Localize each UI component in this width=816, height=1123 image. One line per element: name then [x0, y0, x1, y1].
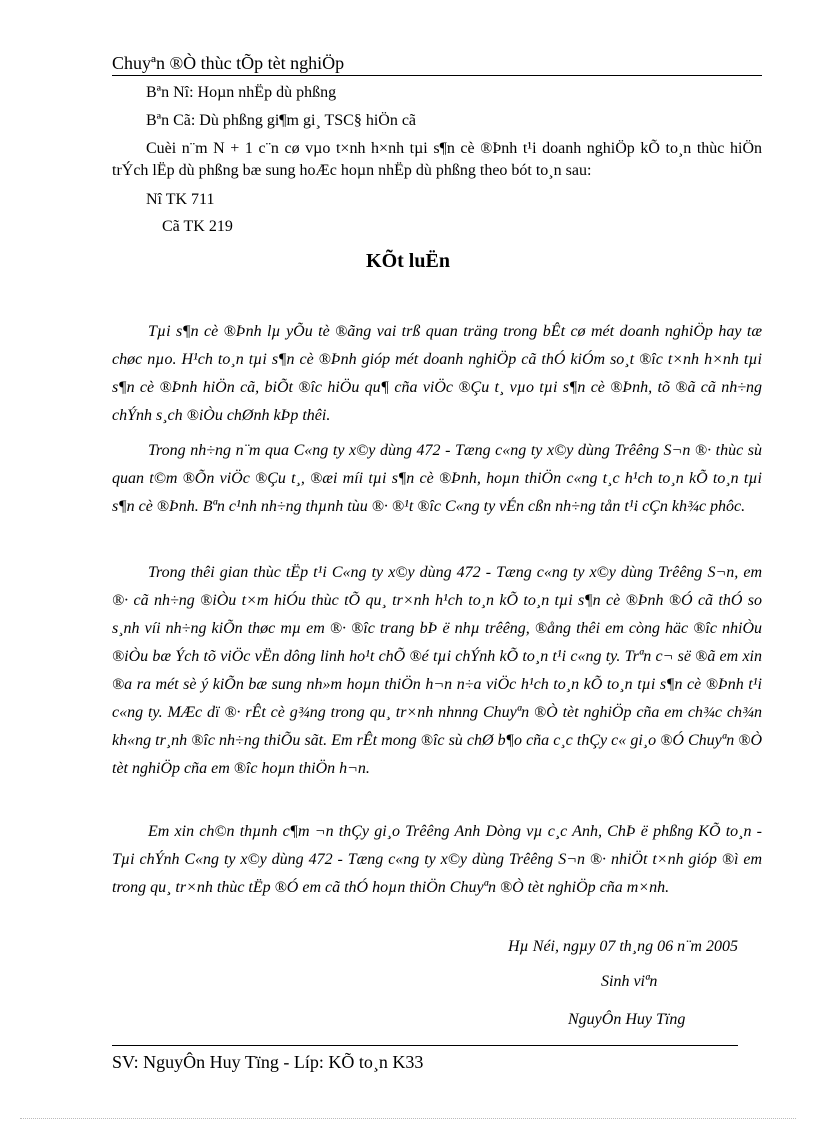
- credit-account: Cã TK 219: [162, 218, 233, 235]
- conclusion-paragraph-1: Tµi s¶n cè ®Þnh lµ yÕu tè ®ãng vai trß quan träng trong bÊt cø mét doanh nghiÖp hay tæ chøc nµo. H¹ch to¸n tµi s¶n cè ®Þnh gióp mét doanh nghiÖp cã thÓ kiÓm so¸t ®îc t×nh h×nh tµi s¶n cè ®Þnh hiÖn cã, biÕt ®îc hiÖu qu¶ cña viÖc ®Çu t¸ vµo tµi s¶n cè ®Þnh, tõ ®ã cã nh÷ng chÝnh s¸ch ®iÒu chØnh kÞp thêi.: [112, 323, 762, 424]
- signature-name: NguyÔn Huy Tïng: [568, 1011, 686, 1028]
- intro-paragraph: Cuèi n¨m N + 1 c¨n cø vµo t×nh h×nh tµi s¶n cè ®Þnh t¹i doanh nghiÖp kÕ to¸n thùc hiÖn trÝch lËp dù phßng bæ sung hoÆc hoµn nhËp dù phßng theo bót to¸n sau:: [112, 140, 762, 179]
- place-date: Hµ Néi, ngµy 07 th¸ng 06 n¨m 2005: [508, 938, 738, 955]
- conclusion-paragraph-2: Trong nh÷ng n¨m qua C«ng ty x©y dùng 472 - Tæng c«ng ty x©y dùng Trêêng S¬n ®· thùc sù quan t©m ®Õn viÖc ®Çu t¸, ®æi míi tµi s¶n cè ®Þnh, hoµn thiÖn c«ng t¸c h¹ch to¸n kÕ to¸n tµi s¶n cè ®Þnh. Bªn c¹nh nh÷ng thµnh tùu ®· ®¹t ®îc C«ng ty vÉn cßn nh÷ng tån t¹i cÇn kh¾c phôc.: [112, 442, 762, 515]
- debit-entry: Bªn Nî: Hoµn nhËp dù phßng: [146, 84, 337, 101]
- conclusion-paragraph-4: Em xin ch©n thµnh c¶m ¬n thÇy gi¸o Trêêng Anh Dòng vµ c¸c Anh, ChÞ ë phßng KÕ to¸n - Tµi chÝnh C«ng ty x©y dùng 472 - Tæng c«ng ty x©y dùng Trêêng S¬n ®· nhiÖt t×nh gióp ®ì em trong qu¸ tr×nh thùc tËp ®Ó em cã thÓ hoµn thiÖn Chuyªn ®Ò tèt nghiÖp cña m×nh.: [112, 823, 762, 896]
- credit-entry: Bªn Cã: Dù phßng gi¶m gi¸ TSC§ hiÖn cã: [146, 112, 417, 129]
- conclusion-title: KÕt luËn: [366, 250, 450, 272]
- conclusion-paragraph-3: Trong thêi gian thùc tËp t¹i C«ng ty x©y dùng 472 - Tæng c«ng ty x©y dùng Trêêng S¬n, em ®· cã nh÷ng ®iÒu t×m hiÓu thùc tÕ qu¸ tr×nh h¹ch to¸n kÕ to¸n tµi s¶n cè ®Þnh ®Ó cã thÓ so s¸nh víi nh÷ng kiÕn thøc mµ em ®· ®îc trang bÞ ë nhµ trêêng, ®ång thêi em còng häc ®îc nhiÒu ®iÒu bæ Ých tõ viÖc vËn dông linh ho¹t chÕ ®é tµi chÝnh kÕ to¸n t¹i c«ng ty. Trªn c¬ së ®ã em xin ®a ra mét sè ý kiÕn bæ sung nh»m hoµn thiÖn h¬n n÷a viÖc h¹ch to¸n kÕ to¸n tµi s¶n cè ®Þnh t¹i c«ng ty. MÆc dï ®· rÊt cè g¾ng trong qu¸ tr×nh nhnng Chuyªn ®Ò tèt nghiÖp cña em ch¾c ch¾n kh«ng tr¸nh ®îc nh÷ng thiÕu sãt. Em rÊt mong ®îc sù chØ b¶o cña c¸c thÇy c« gi¸o ®Ó Chuyªn ®Ò tèt nghiÖp cña em ®îc hoµn thiÖn h¬n.: [112, 564, 762, 777]
- page-edge-divider: [20, 1118, 796, 1119]
- page-footer: SV: NguyÔn Huy Tïng - Líp: KÕ to¸n K33: [112, 1045, 738, 1073]
- debit-account: Nî TK 711: [146, 191, 215, 208]
- signature-role: Sinh viªn: [601, 973, 658, 990]
- page-header: Chuyªn ®Ò thùc tÕp tèt nghiÖp: [112, 52, 762, 76]
